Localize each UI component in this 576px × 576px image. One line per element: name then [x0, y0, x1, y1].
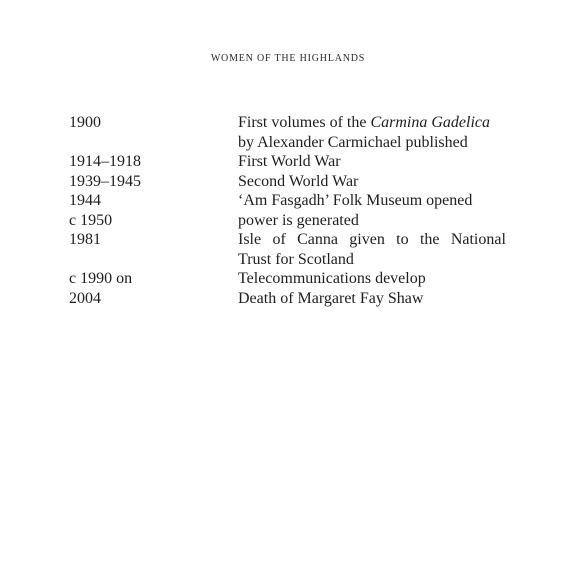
- timeline-date: 1981: [69, 231, 101, 248]
- timeline-row-1950: [69, 211, 519, 231]
- event-word: National: [450, 231, 506, 248]
- timeline-event: Telecommunications develop: [238, 270, 426, 287]
- timeline-list: [69, 113, 519, 308]
- timeline-row-1981: [69, 230, 519, 269]
- event-line: [238, 113, 519, 133]
- timeline-date: 1944: [69, 192, 101, 209]
- timeline-date: 1914–1918: [69, 153, 141, 170]
- timeline-date: c 1950: [69, 211, 113, 229]
- event-text: First volumes of the: [238, 114, 371, 131]
- running-head: WOMEN OF THE HIGHLANDS: [210, 53, 366, 64]
- event-word: the: [419, 231, 440, 248]
- book-title: Carmina Gadelica: [370, 114, 490, 131]
- timeline-date: 1900: [69, 114, 101, 131]
- event-line: by Alexander Carmichael published: [238, 133, 468, 151]
- timeline-row-1990: [69, 269, 519, 289]
- event-word: given: [349, 231, 385, 248]
- timeline-event: Second World War: [238, 172, 359, 190]
- event-line: [238, 230, 506, 250]
- timeline-row-1944: [69, 191, 519, 211]
- timeline-event: First World War: [238, 153, 341, 170]
- timeline-event: Death of Margaret Fay Shaw: [238, 289, 424, 307]
- timeline-event: [238, 230, 519, 269]
- event-word: Canna: [297, 231, 338, 248]
- timeline-row-1914: [69, 152, 519, 172]
- event-word: Isle: [238, 231, 262, 248]
- timeline-row-1900: [69, 113, 519, 152]
- timeline-event: power is generated: [238, 211, 359, 229]
- timeline-event: ‘Am Fasgadh’ Folk Museum opened: [238, 192, 473, 209]
- timeline-date: 2004: [69, 289, 101, 307]
- event-word: of: [272, 231, 286, 248]
- event-word: to: [396, 231, 409, 248]
- timeline-row-2004: [69, 289, 519, 309]
- timeline-event: [238, 113, 519, 152]
- timeline-row-1939: [69, 172, 519, 192]
- timeline-date: 1939–1945: [69, 172, 141, 190]
- event-line: Trust for Scotland: [238, 250, 354, 268]
- timeline-date: c 1990 on: [69, 270, 133, 287]
